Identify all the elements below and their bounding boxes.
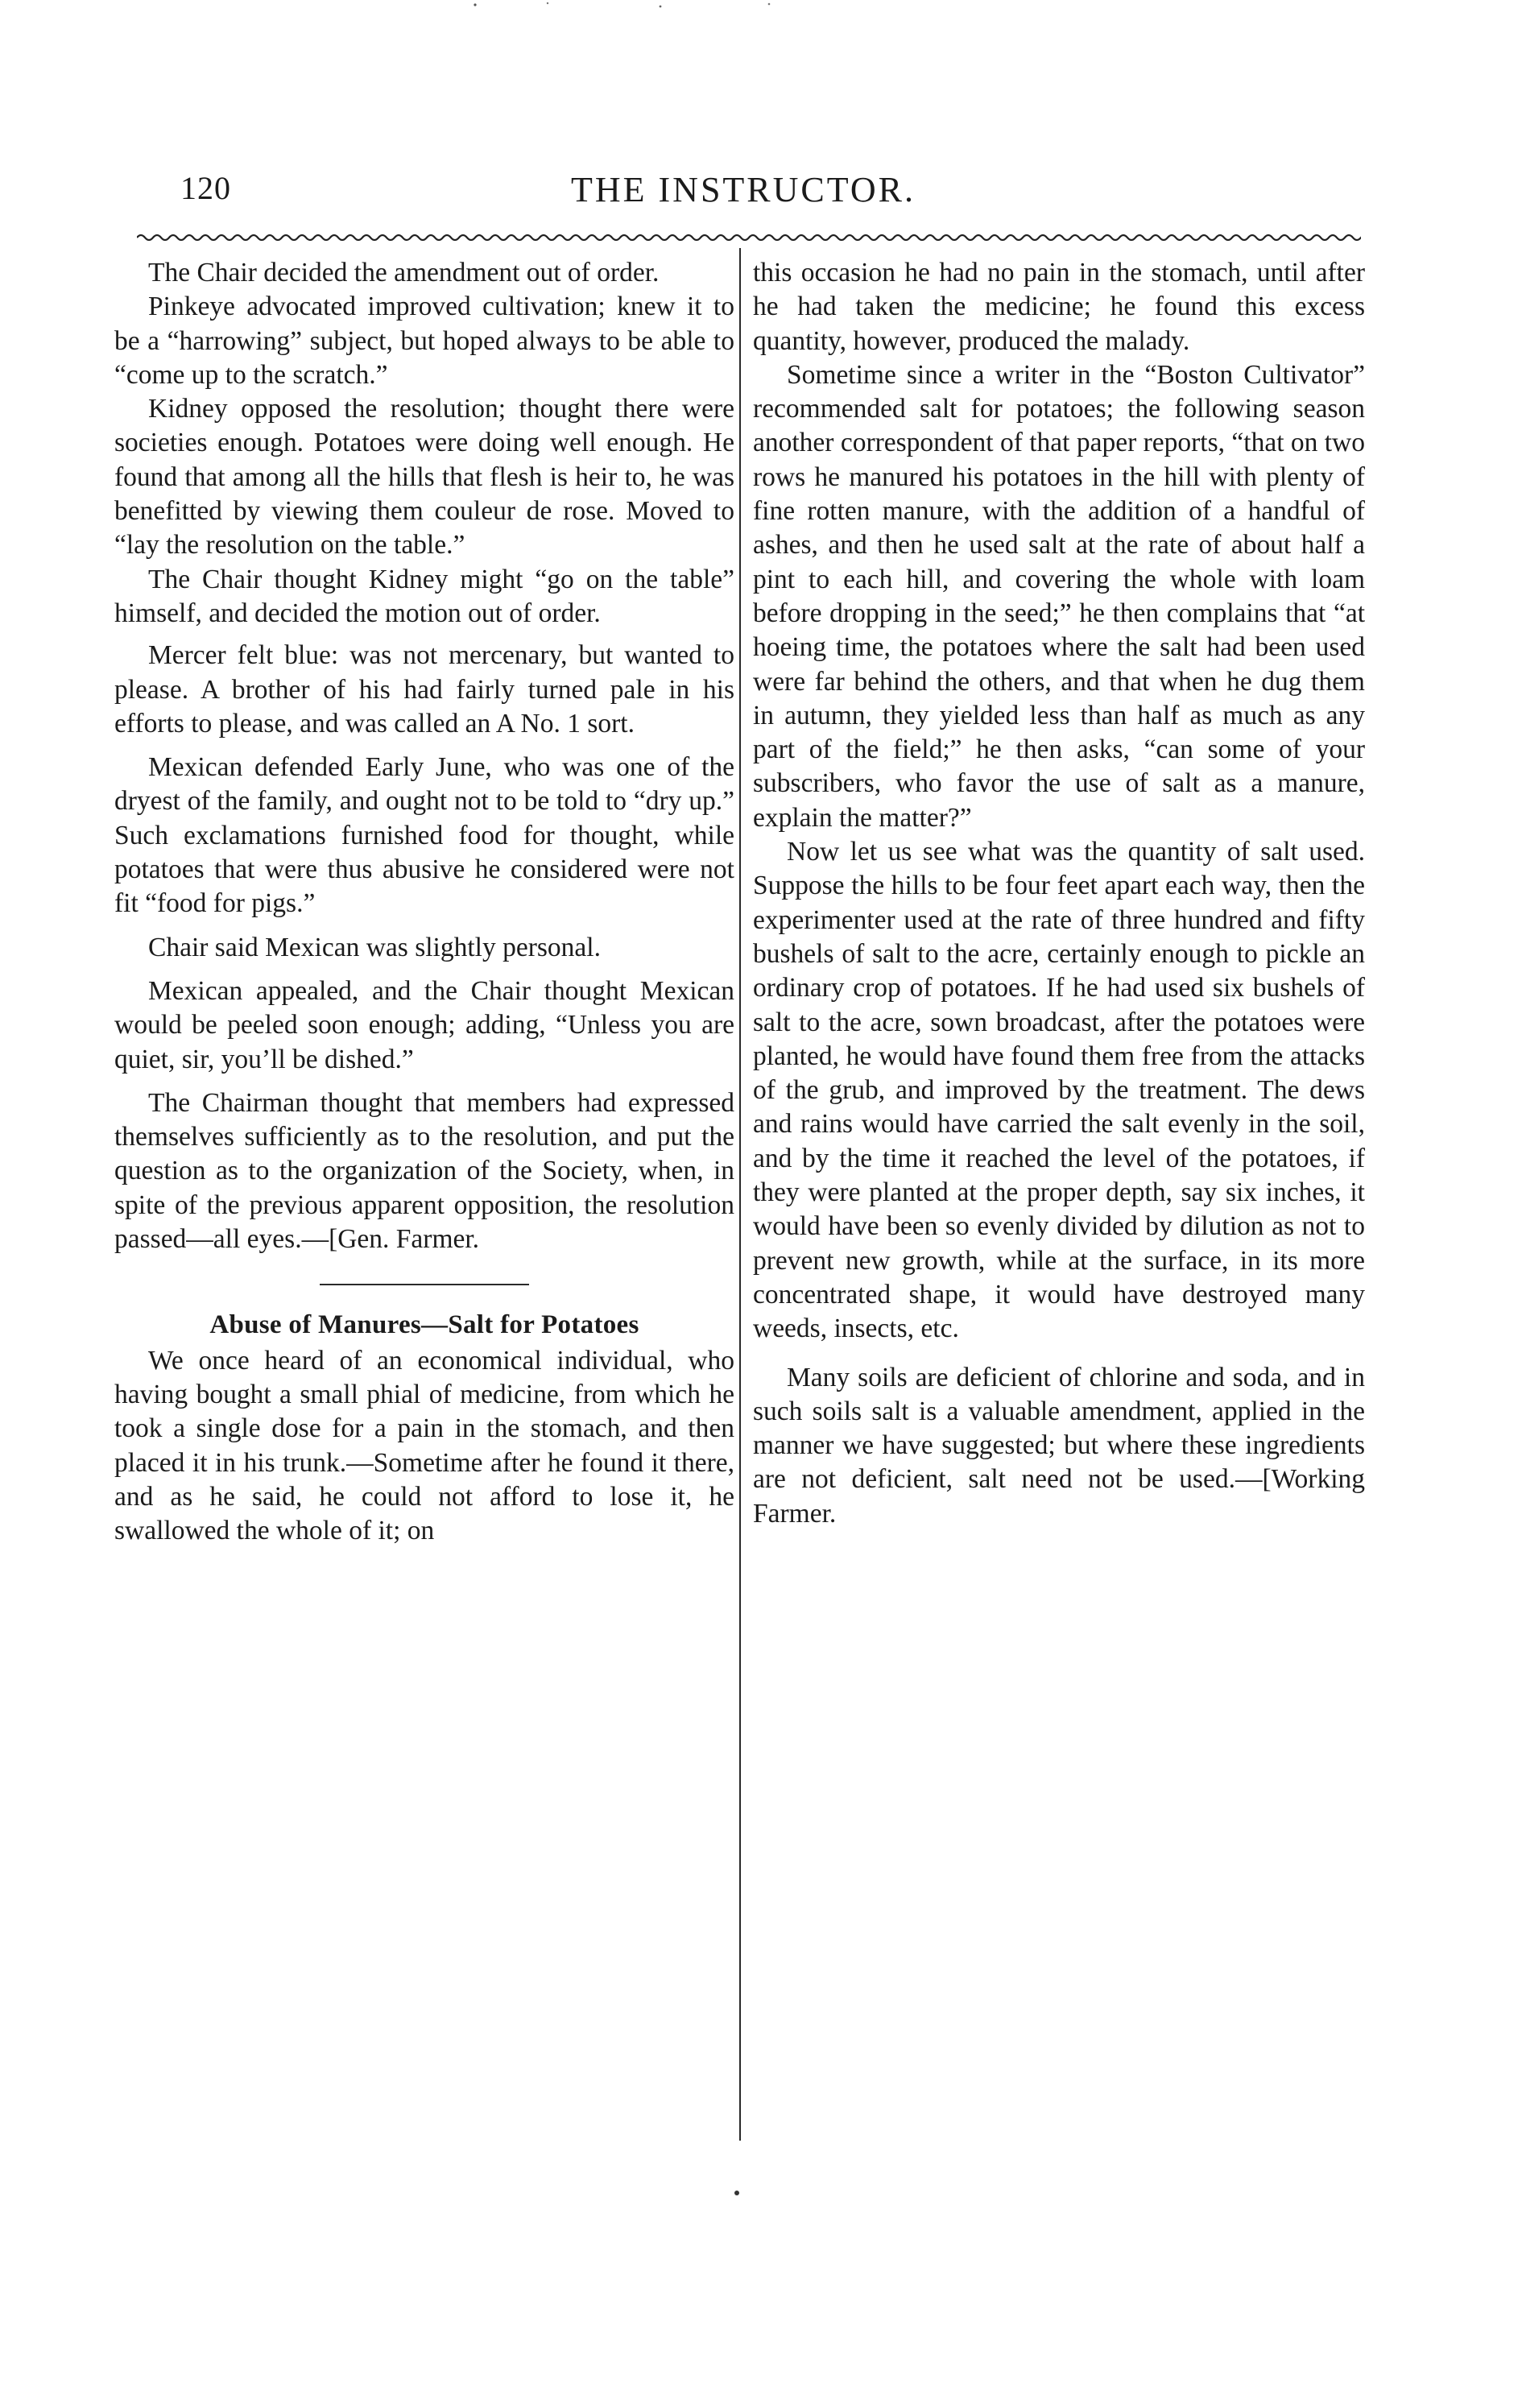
article-separator-rule — [320, 1284, 529, 1285]
page-number: 120 — [180, 170, 231, 206]
article-title: Abuse of Manures—Salt for Potatoes — [209, 1310, 639, 1340]
paragraph: Now let us see what was the quantity of salt used. Suppose the hills to be four feet apart each way, then the experimenter used at the rate of three hundred and fifty bushels of salt to the acre, certainly enough to pickle an ordinary crop of potatoes. If he had used six bushels of salt to the acre, sown broadcast, after the potatoes were planted, he would have found them free from the attacks of the grub, and improved by the treatment. The dews and rains would have carried the salt evenly in the soil, and by the time it reached the level of the potatoes, if they were planted at the proper depth, say six inches, it would have been so evenly divided by dilution as not to prevent new growth, while at the surface, in its more concentrated shape, it would have destroyed many weeds, insects, etc. — [753, 837, 1365, 1344]
page-header — [119, 169, 1367, 217]
paragraph: Pinkeye advocated improved cultivation; knew it to be a “harrowing” subject, but hoped always to be able to “come up to the scratch.” — [114, 292, 734, 390]
paragraph: Chair said Mexican was slightly personal. — [148, 932, 601, 962]
header-wavy-rule — [137, 232, 1361, 243]
paragraph: Mexican defended Early June, who was one of the dryest of the family, and ought not to be told to “dry up.” Such exclamations furnished food for thought, while potatoes that were thus abusive he considered were not fit “food for pigs.” — [114, 752, 734, 919]
paragraph: this occasion he had no pain in the stomach, until after he had taken the medicine; he found this excess quantity, however, produced the malady. — [753, 258, 1365, 356]
paragraph: The Chair decided the amendment out of order. — [148, 258, 660, 288]
top-edge-specks — [451, 0, 789, 16]
paragraph: We once heard of an economical individual, who having bought a small phial of medicine, from which he took a single dose for a pain in the stomach, and then placed it in his trunk.—Sometime after he found it there, and as he said, he could not afford to lose it, he swallowed the whole of it; on — [114, 1345, 734, 1546]
right-column — [753, 256, 1365, 1531]
column-divider — [739, 248, 741, 2141]
left-column — [114, 256, 734, 1548]
paragraph: Mercer felt blue: was not mercenary, but wanted to please. A brother of his had fairly turned pale in his efforts to please, and was called an A No. 1 sort. — [114, 640, 734, 739]
paragraph: Kidney opposed the resolution; thought there were societies enough. Potatoes were doing well enough. He found that among all the hills that flesh is heir to, he was benefitted by viewing them couleur de rose. Moved to “lay the resolution on the table.” — [114, 394, 734, 561]
paragraph: Sometime since a writer in the “Boston Cultivator” recommended salt for potatoes; the following season another correspondent of that paper reports, “that on two rows he manured his potatoes in the hill with plenty of fine rotten manure, with the addition of a handful of ashes, and then he used salt at the rate of about half a pint to each hill, and covering the whole with loam before dropping in the seed;” he then complains that “at hoeing time, the potatoes where the salt had been used were far behind the others, and that when he dug them in autumn, they yielded less than half as much as any part of the field;” he then asks, “can some of your subscribers, who favor the use of salt as a manure, explain the matter?” — [753, 359, 1365, 833]
running-head-title: THE INSTRUCTOR. — [571, 170, 916, 209]
bottom-ink-mark — [734, 2191, 739, 2195]
paragraph: Many soils are deficient of chlorine and soda, and in such soils salt is a valuable amendment, applied in the manner we have suggested; but where these ingredients are not deficient, salt need not be used.—[Working Farmer. — [753, 1362, 1365, 1529]
paragraph: Mexican appealed, and the Chair thought Mexican would be peeled soon enough; adding, “Unless you are quiet, sir, you’ll be dished.” — [114, 975, 734, 1074]
paragraph: The Chairman thought that members had expressed themselves sufficiently as to the resolution, and put the question as to the organization of the Society, when, in spite of the previous apparent opposition, the resolution passed—all eyes.—[Gen. Farmer. — [114, 1087, 734, 1255]
paragraph: The Chair thought Kidney might “go on the table” himself, and decided the motion out of order. — [114, 564, 734, 628]
